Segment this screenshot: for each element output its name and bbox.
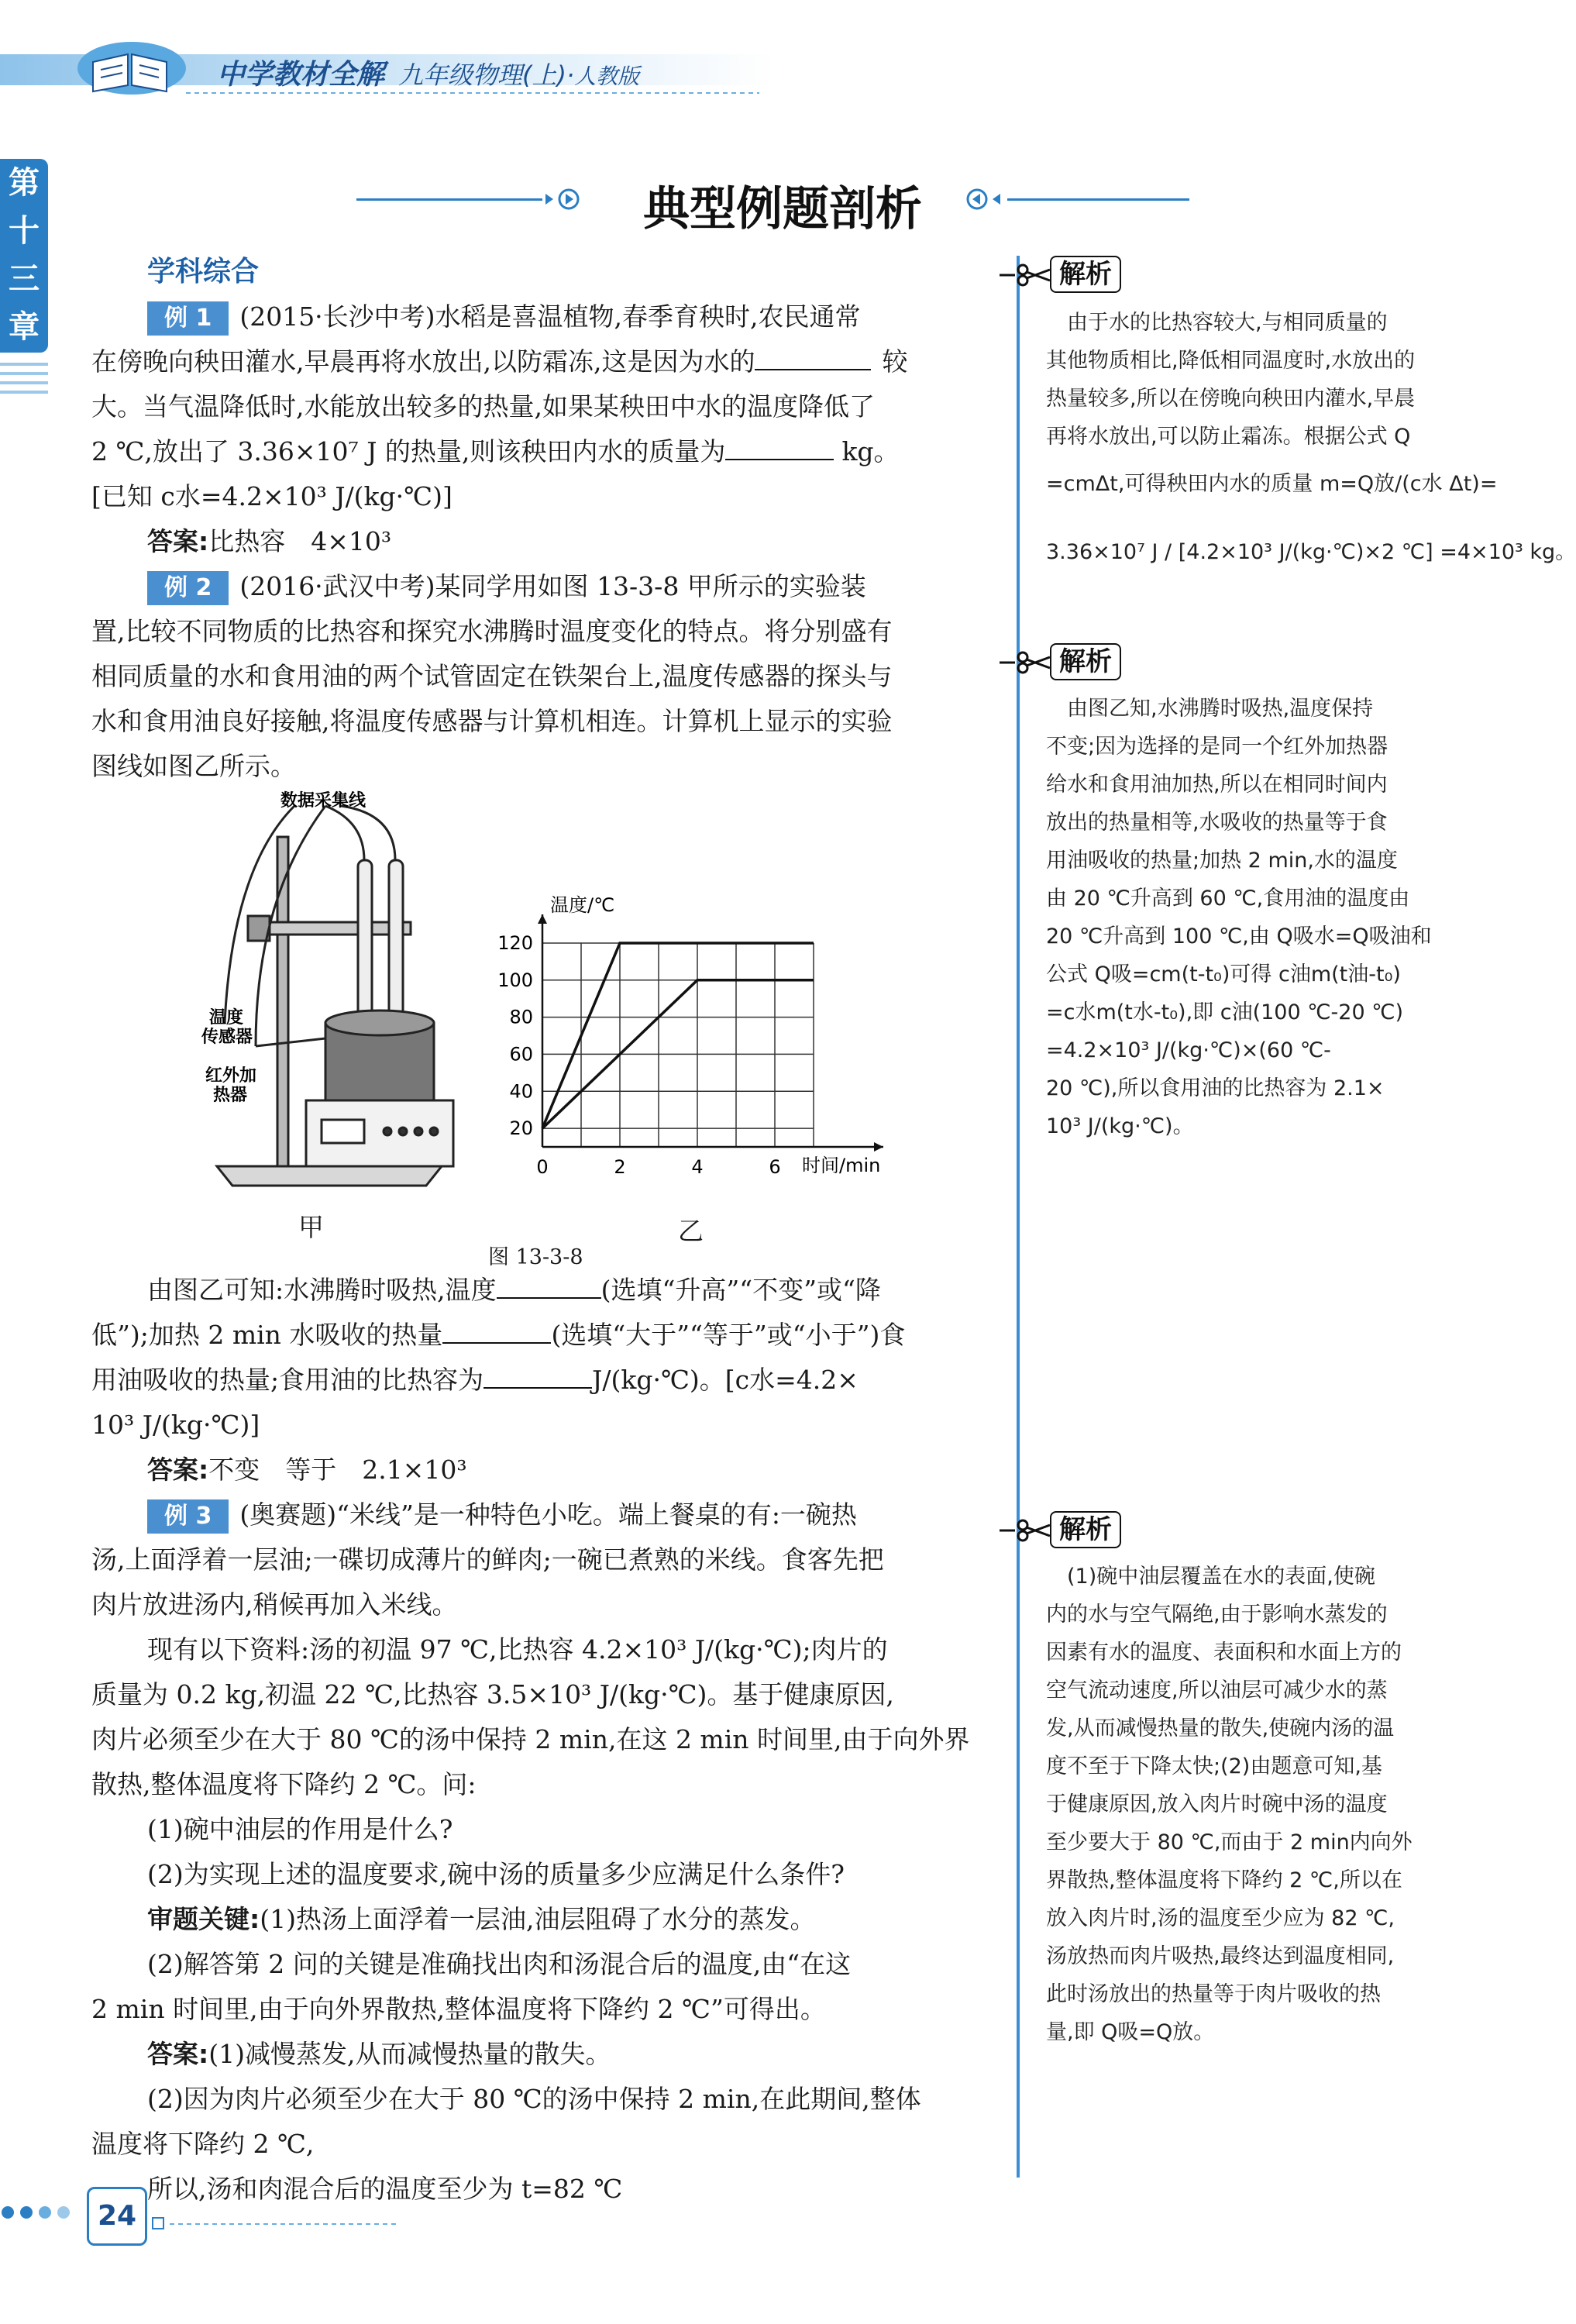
analysis-1-line: 由于水的比热容较大,与相同质量的	[1046, 311, 1388, 335]
chapter-tab-char: 十	[9, 213, 40, 249]
y-axis-label: 温度/℃	[550, 894, 615, 916]
header-title	[217, 53, 639, 92]
answer-blank	[725, 434, 834, 460]
example-2-line-2: 置,比较不同物质的比热容和探究水沸腾时温度变化的特点。将分别盛有	[91, 616, 893, 646]
analysis-2-line: 不变;因为选择的是同一个红外加热器	[1046, 735, 1388, 759]
analysis-3-line: 内的水与空气隔绝,由于影响水蒸发的	[1046, 1603, 1388, 1627]
analysis-3-line: 汤放热而肉片吸热,最终达到温度相同,	[1046, 1944, 1395, 1968]
example-3-answer-1	[147, 2032, 611, 2077]
example-2-line-5: 图线如图乙所示。	[91, 751, 296, 781]
footer-dots-icon	[0, 2201, 85, 2224]
analysis-2-line: 10³ J/(kg·℃)。	[1046, 1114, 1194, 1138]
example-3-line-4: 现有以下资料:汤的初温 97 ℃,比热容 4.2×10³ J/(kg·℃);肉片的	[147, 1634, 888, 1665]
apparatus-illustration	[201, 790, 465, 1201]
example-3-key-3: 2 min 时间里,由于向外界散热,整体温度将下降约 2 ℃”可得出。	[91, 1994, 826, 2024]
example-2-line-4: 水和食用油良好接触,将温度传感器与计算机相连。计算机上显示的实验	[91, 706, 893, 736]
example-2-text: (选填“升高”“不变”或“降	[600, 1275, 881, 1305]
chart-grid	[542, 943, 814, 1147]
analysis-3-line: 界散热,整体温度将下降约 2 ℃,所以在	[1046, 1868, 1402, 1892]
heater-label: 红外加	[205, 1066, 257, 1086]
sensor-label: 传感器	[201, 1028, 253, 1047]
book-logo-icon	[77, 42, 186, 95]
answer-blank	[497, 1272, 601, 1299]
example-3-line-3: 肉片放进汤内,稍候再加入米线。	[91, 1589, 458, 1620]
example-2-text: J/(kg·℃)。[c水=4.2×	[592, 1365, 859, 1395]
x-tick-label: 6	[769, 1156, 781, 1178]
example-3-line-5: 质量为 0.2 kg,初温 22 ℃,比热容 3.5×10³ J/(kg·℃)。基于健康原因,	[91, 1679, 894, 1709]
example-2-question-3	[91, 1358, 859, 1403]
chapter-tab-char: 三	[9, 261, 40, 297]
example-1-answer	[147, 519, 391, 564]
analysis-2-line: 20 ℃),所以食用油的比热容为 2.1×	[1046, 1076, 1385, 1100]
example-1-line-1	[147, 294, 861, 339]
example-2-answer	[147, 1448, 467, 1493]
temperature-time-chart	[480, 891, 914, 1186]
example-2-text: (2016·武汉中考)某同学用如图 13-3-8 甲所示的实验装	[239, 571, 866, 601]
analysis-3-line: 因素有水的温度、表面积和水面上方的	[1046, 1641, 1402, 1665]
example-2-question-1	[147, 1268, 881, 1313]
answer-text: (1)减慢蒸发,从而减慢热量的散失。	[208, 2039, 611, 2069]
answer-blank	[483, 1362, 592, 1389]
analysis-2-line: 放出的热量相等,水吸收的热量等于食	[1046, 811, 1388, 835]
analysis-1-line: 3.36×10⁷ J / [4.2×10³ J/(kg·℃)×2 ℃] =4×10³ kg。	[1046, 540, 1576, 564]
x-axis-arrow	[874, 1142, 883, 1152]
heading-rule-left	[356, 198, 542, 201]
example-1-text: (2015·长沙中考)水稻是喜温植物,春季育秧时,农民通常	[239, 301, 861, 332]
answer-text: 比热容 4×10³	[208, 526, 392, 556]
example-2-line-3: 相同质量的水和食用油的两个试管固定在铁架台上,温度传感器的探头与	[91, 661, 893, 691]
example-3-answer-4: 所以,汤和肉混合后的温度至少为 t=82 ℃	[147, 2174, 623, 2204]
sensor-label: 温度	[209, 1008, 244, 1028]
example-1-line-2	[91, 339, 907, 384]
chart-axes	[538, 914, 883, 1152]
scissors-icon	[1000, 1519, 1054, 1542]
key-label: 审题关键:	[147, 1904, 260, 1934]
example-2-line-1	[147, 564, 866, 609]
example-3-line-2: 汤,上面浮着一层油;一碟切成薄片的鲜肉;一碗已煮熟的米线。食客先把	[91, 1544, 884, 1575]
example-1-line-3: 大。当气温降低时,水能放出较多的热量,如果某秧田中水的温度降低了	[91, 391, 875, 422]
analysis-3-line: 此时汤放出的热量等于肉片吸收的热	[1046, 1982, 1381, 2006]
example-2-question-2	[91, 1313, 905, 1358]
example-1-text: 2 ℃,放出了 3.36×10⁷ J 的热量,则该秧田内水的质量为	[91, 436, 726, 467]
analysis-3-line: 度不至于下降太快;(2)由题意可知,基	[1046, 1754, 1382, 1778]
analysis-1-line: 热量较多,所以在傍晚向秧田内灌水,早晨	[1046, 387, 1416, 411]
analysis-2-line: 20 ℃升高到 100 ℃,由 Q吸水=Q吸油和	[1046, 924, 1432, 949]
answer-label: 答案:	[147, 526, 209, 556]
x-axis-label: 时间/min	[802, 1155, 881, 1176]
example-3-answer-3: 温度将下降约 2 ℃,	[91, 2129, 315, 2159]
example-2-text: 用油吸收的热量;食用油的比热容为	[91, 1365, 484, 1395]
book-edition: 人教版	[574, 64, 640, 89]
analysis-3-line: 至少要大于 80 ℃,而由于 2 min内向外	[1046, 1830, 1413, 1854]
example-2-badge: 例 2	[147, 571, 229, 605]
example-3-line-6: 肉片必须至少在大于 80 ℃的汤中保持 2 min,在这 2 min 时间里,由于向外界	[91, 1724, 970, 1754]
book-title: 中学教材全解	[217, 59, 385, 91]
y-tick-label: 100	[497, 969, 533, 991]
example-1-badge: 例 1	[147, 301, 229, 336]
y-axis-arrow	[538, 914, 547, 924]
analysis-2-line: 给水和食用油加热,所以在相同时间内	[1046, 773, 1388, 797]
y-tick-label: 60	[509, 1043, 533, 1066]
key-text: (1)热汤上面浮着一层油,油层阻碍了水分的蒸发。	[260, 1904, 816, 1934]
series-line	[542, 943, 814, 1128]
example-3-line-7: 散热,整体温度将下降约 2 ℃。问:	[91, 1769, 477, 1799]
example-3-key-1	[147, 1897, 815, 1942]
chapter-tab-char: 第	[9, 165, 40, 201]
chapter-tab-stripes	[0, 356, 48, 403]
answer-text: 不变 等于 2.1×10³	[208, 1455, 467, 1485]
scissors-icon	[1000, 651, 1054, 674]
example-1-text: 较	[882, 346, 908, 377]
analysis-3-line: (1)碗中油层覆盖在水的表面,使碗	[1046, 1565, 1375, 1589]
x-tick-label: 0	[536, 1156, 549, 1178]
analysis-1-line: 其他物质相比,降低相同温度时,水放出的	[1046, 349, 1416, 373]
book-subtitle: 九年级物理(上)·	[398, 60, 575, 90]
arrow-right-icon	[542, 186, 581, 212]
y-tick-label: 40	[509, 1080, 533, 1103]
example-3-question-1: (1)碗中油层的作用是什么?	[147, 1814, 453, 1844]
example-3-badge: 例 3	[147, 1499, 229, 1534]
chapter-tab-char: 章	[9, 309, 40, 345]
example-2-question-4: 10³ J/(kg·℃)]	[91, 1410, 260, 1440]
analysis-label: 解析	[1050, 643, 1121, 680]
analysis-label: 解析	[1050, 256, 1121, 293]
example-1-line-5: [已知 c水=4.2×10³ J/(kg·℃)]	[91, 481, 452, 511]
figure-caption: 图 13-3-8	[488, 1245, 583, 1269]
example-2-text: (选填“大于”“等于”或“小于”)食	[551, 1320, 906, 1350]
example-3-text: (奥赛题)“米线”是一种特色小吃。端上餐桌的有:一碗热	[239, 1499, 857, 1530]
analysis-2-line: =c水m(t水-t₀),即 c油(100 ℃-20 ℃)	[1046, 1000, 1404, 1024]
analysis-3-line: 发,从而减慢热量的散失,使碗内汤的温	[1046, 1716, 1395, 1740]
example-1-text: 在傍晚向秧田灌水,早晨再将水放出,以防霜冻,这是因为水的	[91, 346, 755, 377]
example-2-text: 低”);加热 2 min 水吸收的热量	[91, 1320, 443, 1350]
answer-label: 答案:	[147, 2039, 209, 2069]
answer-blank	[442, 1317, 551, 1344]
heater-label: 热器	[213, 1086, 248, 1105]
x-tick-label: 2	[614, 1156, 626, 1178]
figure-label-jia: 甲	[298, 1212, 324, 1242]
y-tick-label: 120	[497, 931, 533, 954]
heading-rule-right	[1007, 198, 1189, 201]
chapter-tab	[0, 159, 48, 353]
side-divider	[1017, 256, 1020, 2178]
cable-label: 数据采集线	[280, 791, 366, 811]
answer-label: 答案:	[147, 1455, 209, 1485]
analysis-2-line: 由图乙知,水沸腾时吸热,温度保持	[1046, 697, 1374, 721]
example-1-line-4	[91, 429, 900, 474]
section-label: 学科综合	[147, 256, 260, 287]
analysis-3-line: 量,即 Q吸=Q放。	[1046, 2020, 1215, 2044]
footer-rule	[151, 2216, 407, 2232]
figure-label-yi: 乙	[678, 1216, 704, 1246]
page-heading: 典型例题剖析	[643, 182, 922, 236]
example-1-text: kg。	[841, 436, 900, 467]
analysis-2-line: 用油吸收的热量;加热 2 min,水的温度	[1046, 849, 1398, 873]
answer-blank	[755, 344, 871, 370]
chart-lines	[542, 943, 814, 1128]
x-tick-label: 4	[691, 1156, 704, 1178]
y-tick-label: 20	[509, 1117, 533, 1140]
analysis-3-line: 空气流动速度,所以油层可减少水的蒸	[1046, 1678, 1388, 1703]
analysis-2-line: 公式 Q吸=cm(t-t₀)可得 c油m(t油-t₀)	[1046, 962, 1401, 986]
page-number: 24	[87, 2187, 147, 2246]
example-3-line-1	[147, 1493, 857, 1537]
chart-ticks	[497, 932, 780, 1178]
analysis-1-line: 再将水放出,可以防止霜冻。根据公式 Q	[1046, 425, 1411, 449]
scissors-icon	[1000, 263, 1054, 287]
analysis-3-line: 放入肉片时,汤的温度至少应为 82 ℃,	[1046, 1906, 1395, 1930]
example-2-text: 由图乙可知:水沸腾时吸热,温度	[147, 1275, 497, 1305]
analysis-3-line: 于健康原因,放入肉片时碗中汤的温度	[1046, 1792, 1388, 1816]
arrow-left-icon	[965, 186, 1003, 212]
example-3-question-2: (2)为实现上述的温度要求,碗中汤的质量多少应满足什么条件?	[147, 1859, 845, 1889]
example-3-answer-2: (2)因为肉片必须至少在大于 80 ℃的汤中保持 2 min,在此期间,整体	[147, 2084, 921, 2114]
y-tick-label: 80	[509, 1006, 533, 1028]
analysis-2-line: =4.2×10³ J/(kg·℃)×(60 ℃-	[1046, 1038, 1331, 1062]
analysis-1-line: =cmΔt,可得秧田内水的质量 m=Q放/(c水 Δt)=	[1046, 472, 1498, 496]
analysis-2-line: 由 20 ℃升高到 60 ℃,食用油的温度由	[1046, 887, 1410, 911]
analysis-label: 解析	[1050, 1511, 1121, 1548]
example-3-key-2: (2)解答第 2 问的关键是准确找出肉和汤混合后的温度,由“在这	[147, 1949, 852, 1979]
